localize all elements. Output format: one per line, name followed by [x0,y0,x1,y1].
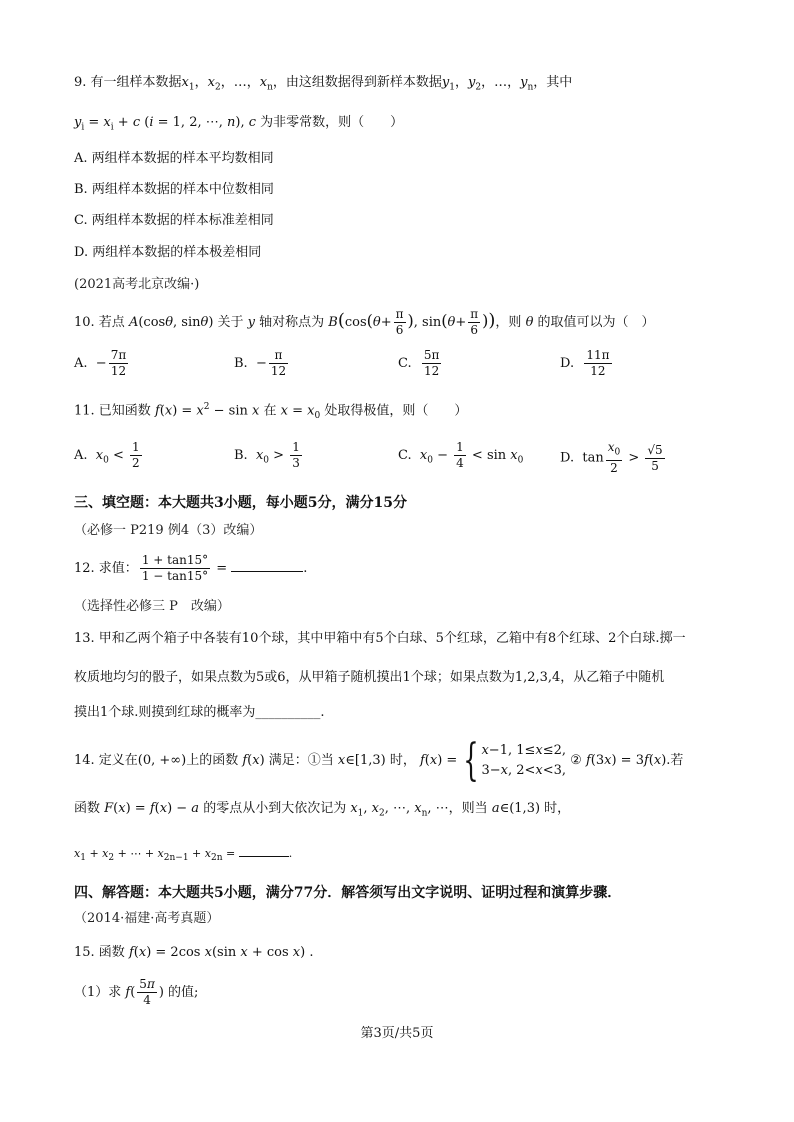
q10-option-c: C. $\frac{5\pi}{12}$ [398,348,440,378]
q9-option-b: B. 两组样本数据的样本中位数相同 [74,182,274,197]
q10-option-a: A. − $\frac{7\pi}{12}$ [74,348,127,378]
q11-option-b: B. $x_0$ > $\frac{1}{3}$ [234,440,300,470]
q14-line3: $x_1 + x_2$ + ⋯ + $x_{2n-1} + x_{2n}$ = . [74,844,754,867]
q14-line1: 14. 定义在(0, +∞)上的函数 f(x) 满足：①当 x∈[1,3) 时， f(x) = { x−1, 1≤x≤2, 3−x, 2<x<3, ② f(3x) = 3f(x).若 [74,734,684,786]
q12-stem: 12. 求值： $\frac{1 + \tan 15^\circ}{1 - \tan 15^\circ}$ = . [74,553,308,583]
q10-stem: 10. 若点 A(cosθ, sinθ) 关于 y 轴对称点为 B(cos(θ+ $\frac{\pi}{6}$ ), sin(θ+ $\frac{\pi}{6}$ ))，则 θ 的取值可以为（ ） [74,307,655,337]
q13-line2: 枚质地均匀的骰子，如果点数为5或6，从甲箱子随机摸出1个球；如果点数为1,2,3,4，从乙箱子中随机 [74,670,665,685]
q11-stem: 11. 已知函数 $f(x) = x^2 - \sin x$ 在 $x = x_0$ 处取得极值，则（ ） [74,402,468,421]
q12-source: （必修一 P219 例4（3）改编） [74,523,263,538]
q11-option-c: C. $x_0$ − $\frac{1}{4}$ < $\sin x_0$ [398,440,524,470]
q14-line2: 函数 F(x) = f(x) − a 的零点从小到大依次记为 $x_1$, $x_2$, ⋯, $x_n$, ⋯，则当 a∈(1,3) 时， [74,801,571,819]
q15-stem: 15. 函数 f(x) = 2cos x(sin x + cos x) . [74,945,314,960]
q13-line1: 13. 甲和乙两个箱子中各装有10个球，其中甲箱中有5个白球、5个红球，乙箱中有8个红球、2个白球.掷一 [74,631,686,646]
q9-line1: 9. 有一组样本数据$x_1$，$x_2$，…，$x_n$，由这组数据得到新样本数据$y_1$，$y_2$，…，$y_n$，其中 [74,75,573,93]
page-footer: 第3页/共5页 [360,1026,434,1041]
q10-option-d: D. $\frac{11\pi}{12}$ [560,348,610,378]
q10-source: (2021高考北京改编·) [74,277,200,292]
q9-option-a: A. 两组样本数据的样本平均数相同 [74,151,274,166]
section-3-heading: 三、填空题：本大题共3小题，每小题5分，满分15分 [74,495,407,511]
q11-option-a: A. $x_0$ < $\frac{1}{2}$ [74,440,140,470]
section-4-heading: 四、解答题：本大题共5小题，满分77分．解答须写出文字说明、证明过程和演算步骤． [74,885,622,901]
q15-part1: （1）求 f( $\frac{5\pi}{4}$ ) 的值; [74,977,199,1007]
q9-line2: $y_i = x_i + c$ (i = 1, 2, ⋯, n), c 为非零常数，则（ ） [74,115,404,133]
q15-source: （2014·福建·高考真题） [74,911,220,926]
q9-option-d: D. 两组样本数据的样本极差相同 [74,245,262,260]
q13-source: （选择性必修三 P 改编） [74,599,230,614]
q10-option-b: B. − $\frac{\pi}{12}$ [234,348,287,378]
q13-line3: 摸出1个球.则摸到红球的概率为__________. [74,705,325,720]
q11-option-d: D. tan $\frac{x_0}{2}$ > $\frac{√5}{5}$ [560,440,663,476]
q9-option-c: C. 两组样本数据的样本标准差相同 [74,213,274,228]
